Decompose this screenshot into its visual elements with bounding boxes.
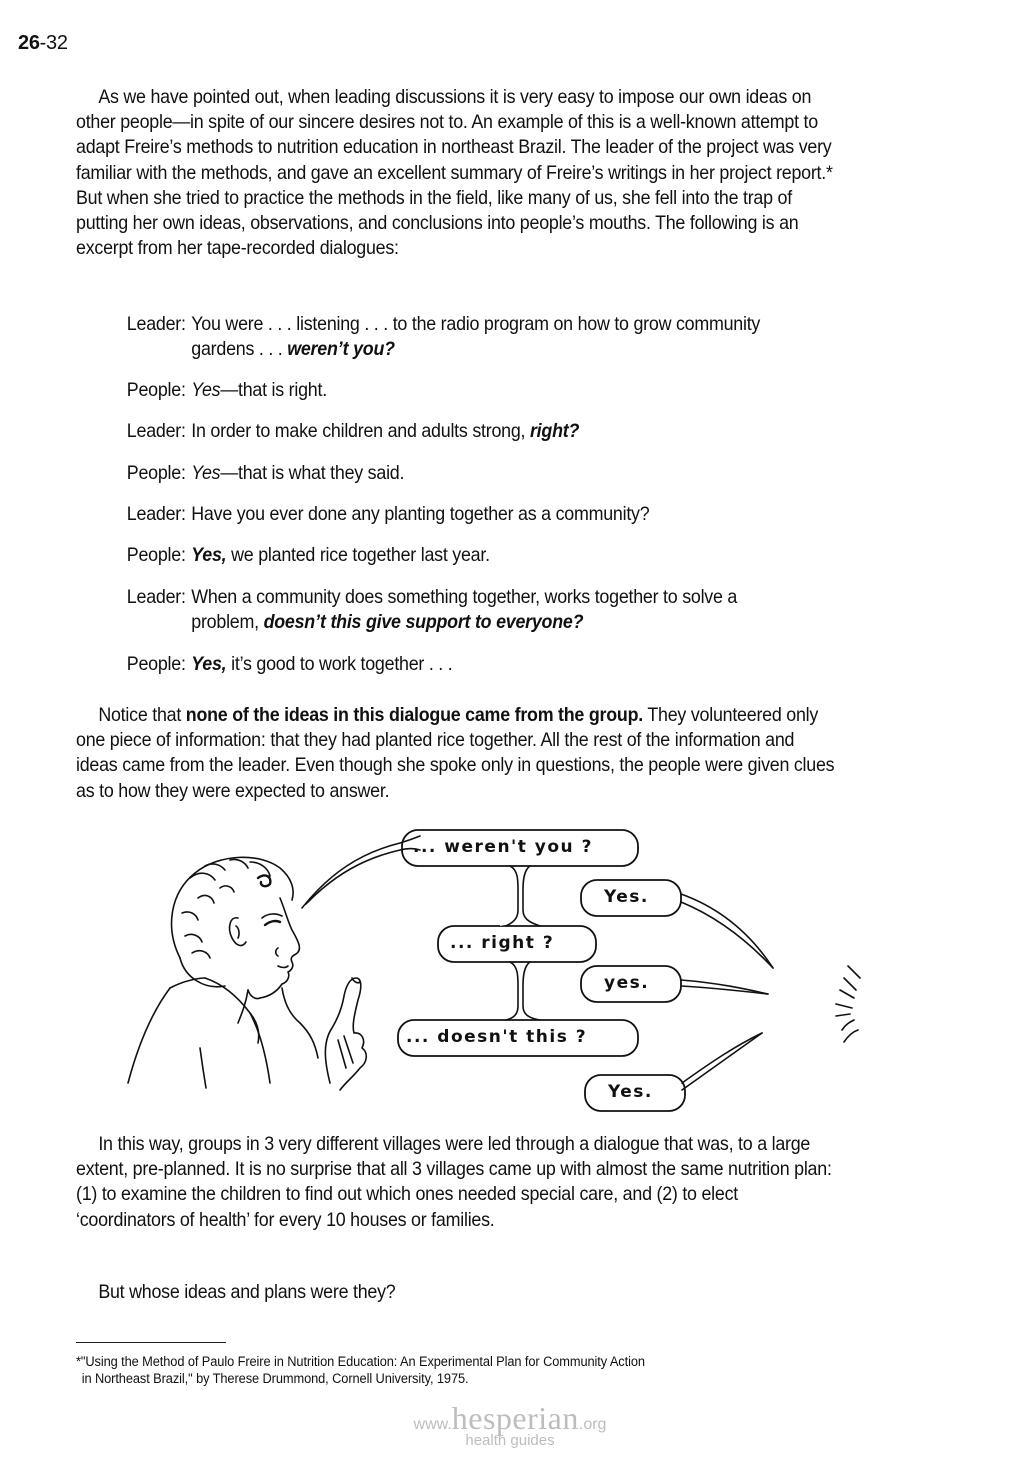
notice-rest: They volunteered only one piece of information: that they had planted rice together. All the rest of the information and ideas came from the leader. Even though she spoke only in questions, the people were given clues as to how they were expected to answer. [76, 705, 835, 802]
question-text: But whose ideas and plans were they? [98, 1282, 396, 1303]
speaker-label: Leader: [126, 587, 186, 608]
dialogue-text: —that is right. [220, 380, 327, 401]
watermark-suffix: .org [578, 1416, 607, 1433]
notice-bold: none of the ideas in this dialogue came from the group. [185, 705, 643, 726]
leader-bubble-1: ... weren't you ? [413, 837, 593, 857]
conclusion-text: In this way, groups in 3 very different villages were led through a dialogue that was, to a large extent, pre-planned. It is no surprise that all 3 villages came up with almost the same nutrition plan: (1) to examine the children to find out which ones needed special care, and (2) to elect ‘coordinators of health’ for every 10 houses or families. [76, 1134, 832, 1231]
speaker-label: People: [126, 654, 186, 675]
leading-questions-illustration [110, 818, 890, 1118]
watermark-brand: hesperian [451, 1400, 579, 1436]
dialogue-text: You were . . . listening . . . to the radio program on how to grow community gardens . . . [191, 314, 761, 360]
footnote-line-2: in Northeast Brazil," by Therese Drummond, Cornell University, 1975. [81, 1371, 469, 1386]
footnote-line-1: *"Using the Method of Paulo Freire in Nutrition Education: An Experimental Plan for Community Action [76, 1354, 645, 1369]
dialogue-line [102, 502, 846, 527]
dialogue-text: we planted rice together last year. [226, 545, 490, 566]
watermark-tagline: health guides [465, 1432, 555, 1449]
chapter-number: 26 [18, 32, 40, 54]
leader-figure-drawing [110, 818, 890, 1118]
speaker-label: People: [126, 380, 186, 401]
leader-bubble-2: ... right ? [450, 933, 555, 953]
page-number-suffix: -32 [39, 32, 68, 54]
notice-paragraph [76, 703, 839, 804]
dialogue-line [102, 652, 846, 677]
speaker-label: People: [126, 545, 186, 566]
dialogue-emphasis: right? [529, 421, 580, 442]
dialogue-emphasis: doesn’t this give support to everyone? [263, 612, 584, 633]
speaker-label: Leader: [126, 504, 186, 525]
dialogue-emphasis: Yes [191, 380, 221, 401]
leader-bubble-3: ... doesn't this ? [406, 1027, 588, 1047]
watermark-prefix: www. [413, 1416, 452, 1433]
footnote-divider [76, 1342, 226, 1343]
dialogue-text: Have you ever done any planting together as a community? [191, 504, 650, 525]
dialogue-text: When a community does something together, works together to solve a problem, [191, 587, 738, 633]
conclusion-paragraph [76, 1132, 839, 1233]
dialogue-emphasis: Yes [191, 463, 221, 484]
dialogue-line [102, 585, 846, 635]
speaker-label: Leader: [126, 314, 186, 335]
question-paragraph [76, 1280, 839, 1305]
footnote [76, 1353, 893, 1387]
dialogue-text: In order to make children and adults strong, [191, 421, 530, 442]
dialogue-emphasis: Yes, [191, 654, 227, 675]
dialogue-emphasis: weren’t you? [287, 339, 395, 360]
people-bubble-3: Yes. [608, 1082, 653, 1102]
dialogue-line [102, 419, 846, 444]
speaker-label: Leader: [126, 421, 186, 442]
intro-paragraph [76, 85, 839, 261]
dialogue-line [102, 461, 846, 486]
notice-lead: Notice that [98, 705, 186, 726]
intro-text: As we have pointed out, when leading discussions it is very easy to impose our own ideas on other people—in spite of our sincere desires not to. An example of this is a well-known attempt to adapt Freire’s methods to nutrition education in northeast Brazil. The leader of the project was very familiar with the methods, and gave an excellent summary of Freire’s writings in her project report.* But when she tried to practice the methods in the field, like many of us, she fell into the trap of putting her own ideas, observations, and conclusions into people’s mouths. The following is an excerpt from her tape-recorded dialogues: [76, 87, 833, 260]
page-number [18, 32, 68, 55]
people-bubble-2: yes. [604, 973, 650, 993]
dialogue-line [102, 543, 846, 568]
dialogue-text: —that is what they said. [220, 463, 405, 484]
dialogue-emphasis: Yes, [191, 545, 227, 566]
people-bubble-1: Yes. [604, 887, 649, 907]
dialogue-text: it’s good to work together . . . [226, 654, 453, 675]
dialogue-line [102, 378, 846, 403]
speaker-label: People: [126, 463, 186, 484]
hesperian-watermark [390, 1400, 630, 1449]
dialogue-line [102, 312, 846, 362]
